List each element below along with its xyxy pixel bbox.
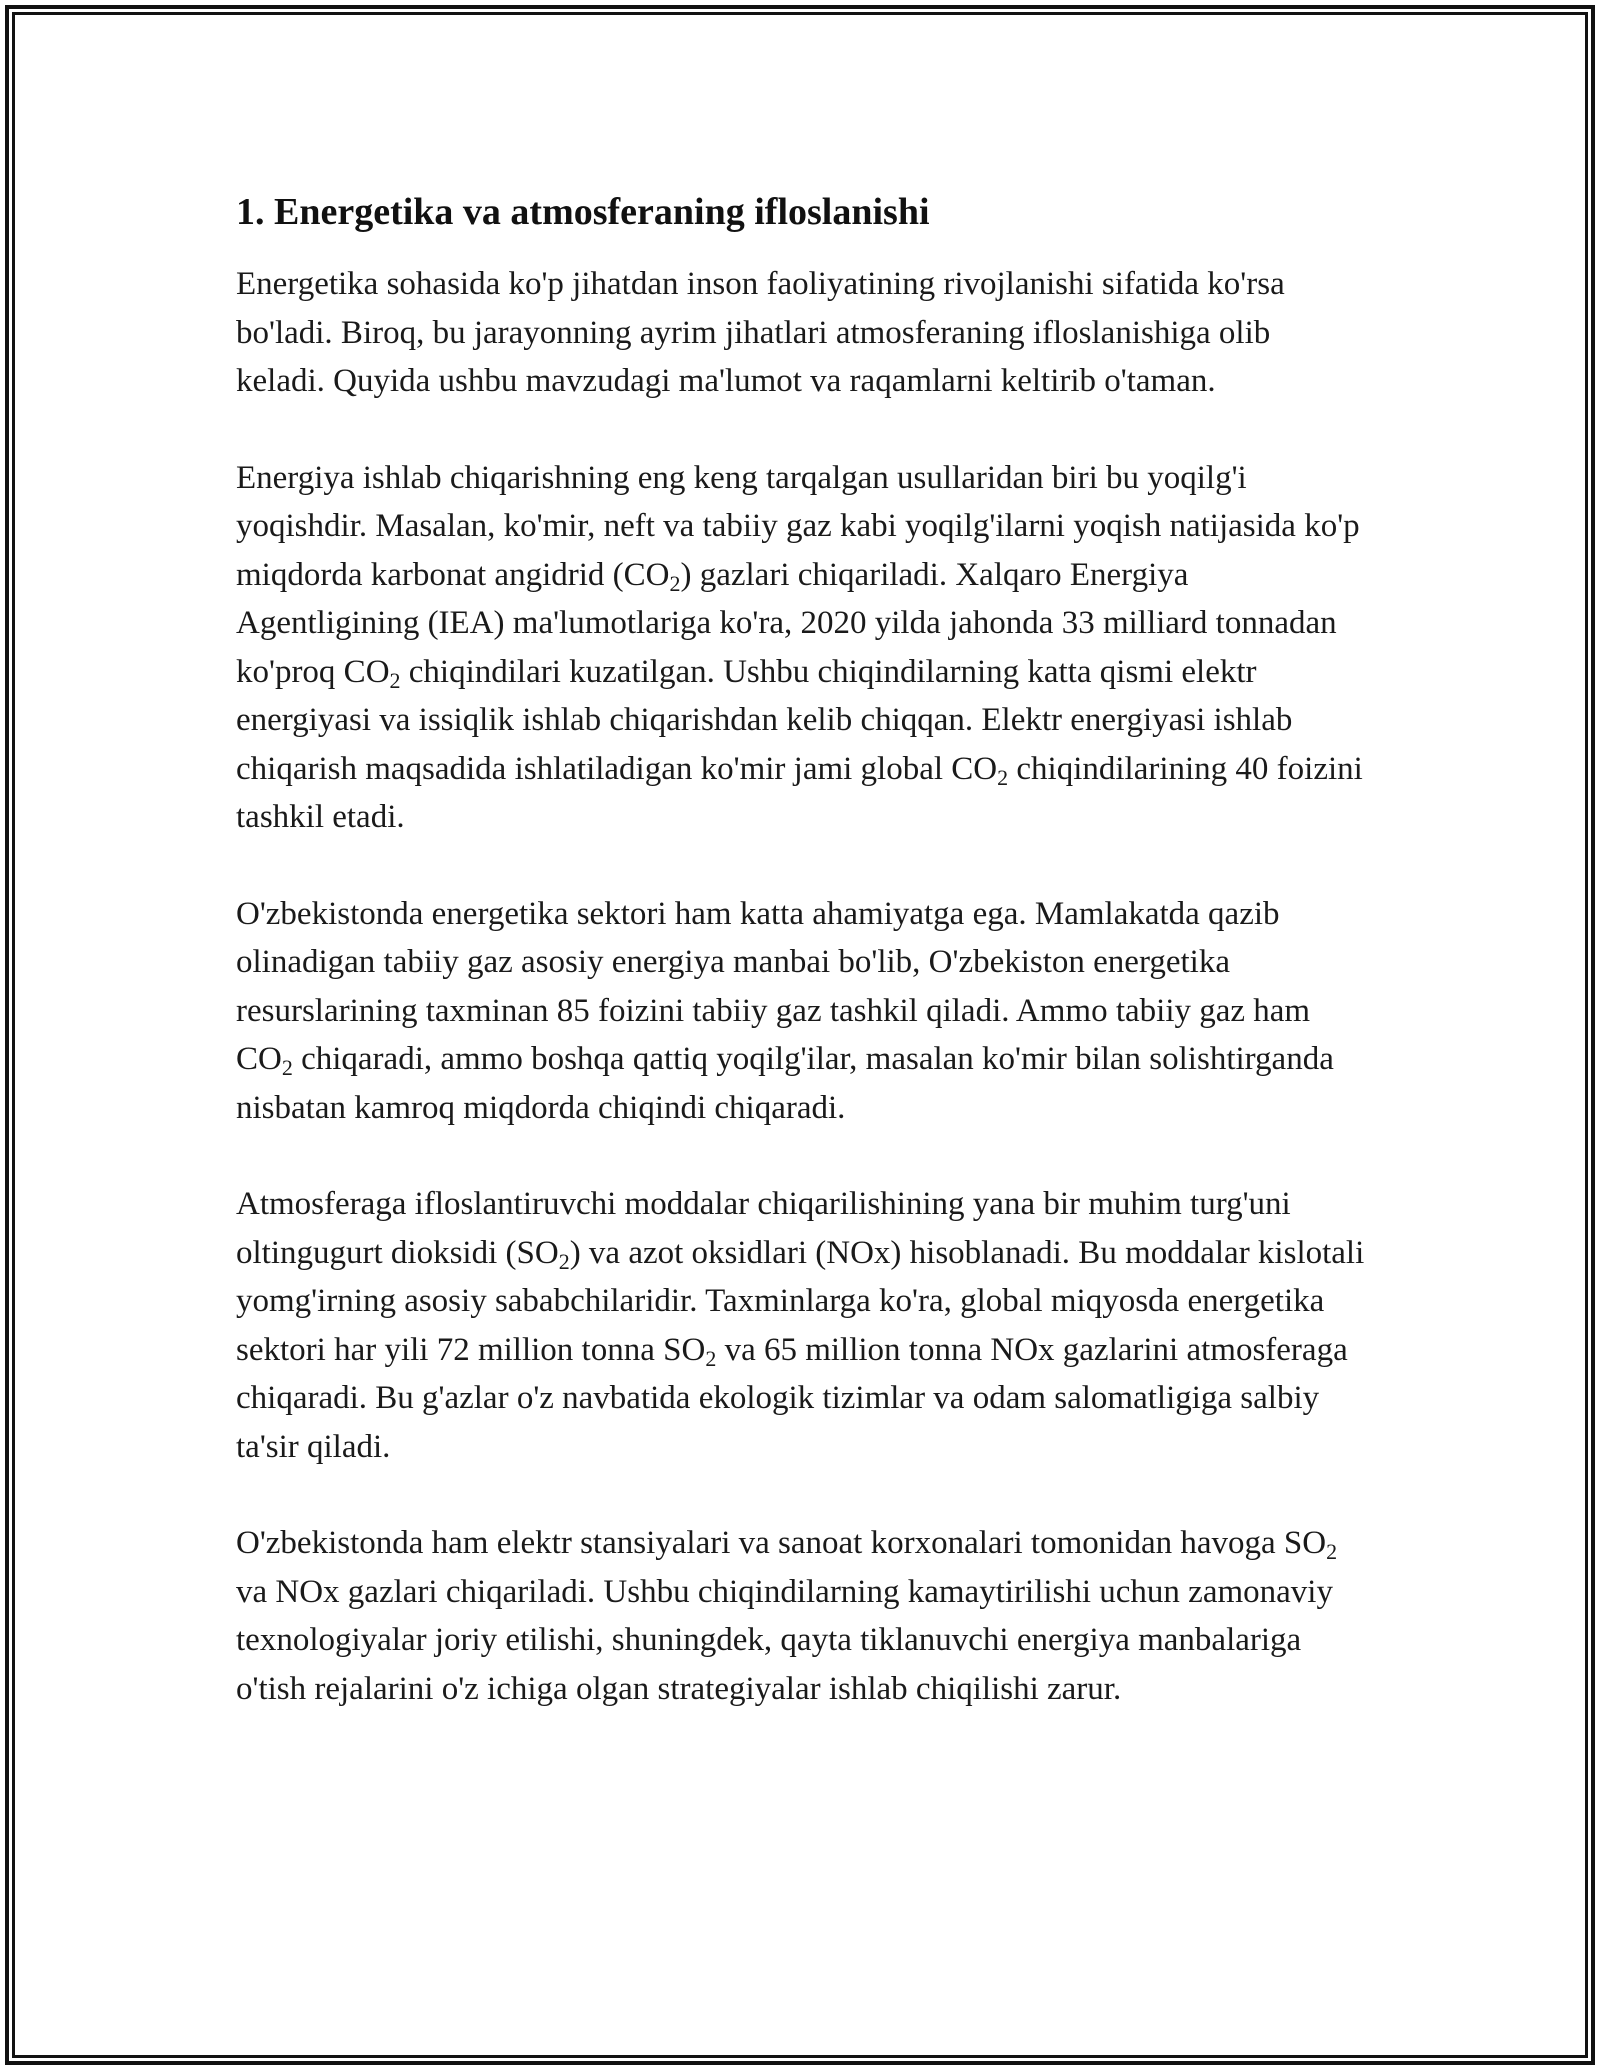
paragraph-uzbekistan-measures: O'zbekistonda ham elektr stansiyalari va sanoat korxonalari tomonidan havoga $SO_2$ va NOx gazlari chiqariladi. Ushbu chiqindilarning kamaytirilishi uchun zamonaviy texnologiyalar joriy etilishi, shuningdek, qayta tiklanuvchi energiya manbalariga o'tish rejalarini o'z ichiga olgan strategiyalar ishlab chiqilishi zarur.: [236, 1525, 1338, 1707]
paragraph-uzbekistan-gas: O'zbekistonda energetika sektori ham katta ahamiyatga ega. Mamlakatda qazib olinadigan tabiiy gaz asosiy energiya manbai bo'lib, O'zbekiston energetika resurslarining taxminan 85 foizini tabiiy gaz tashkil qiladi. Ammo tabiiy gaz ham $CO_2$ chiqaradi, ammo boshqa qattiq yoqilg'ilar, masalan ko'mir bilan solishtirganda nisbatan kamroq miqdorda chiqindi chiqaradi.: [236, 895, 1334, 1126]
paragraph-co2-emissions: Energiya ishlab chiqarishning eng keng tarqalgan usullaridan biri bu yoqilg'i yoqishdir. Masalan, ko'mir, neft va tabiiy gaz kabi yoqilg'ilarni yoqish natijasida ko'p miqdorda karbonat angidrid $(CO_2)$ gazlari chiqariladi. Xalqaro Energiya Agentligining (IEA) ma'lumotlariga ko'ra, 2020 yilda jahonda 33 milliard tonnadan ko'proq $CO_2$ chiqindilari kuzatilgan. Ushbu chiqindilarning katta qismi elektr energiyasi va issiqlik ishlab chiqarishdan kelib chiqqan. Elektr energiyasi ishlab chiqarish maqsadida ishlatiladigan ko'mir jami global $CO_2$ chiqindilarining 40 foizini tashkil etadi.: [236, 459, 1363, 835]
document-body: [236, 186, 1366, 1761]
paragraph-intro: Energetika sohasida ko'p jihatdan inson faoliyatining rivojlanishi sifatida ko'rsa bo'ladi. Biroq, bu jarayonning ayrim jihatlari atmosferaning ifloslanishiga olib keladi. Quyida ushbu mavzudagi ma'lumot va raqamlarni keltirib o'taman.: [236, 266, 1285, 399]
section-heading: 1. Energetika va atmosferaning ifloslanishi: [236, 191, 930, 233]
paragraph-so2-nox: Atmosferaga ifloslantiruvchi moddalar chiqarilishining yana bir muhim turg'uni oltingugurt dioksidi $(SO_2)$ va azot oksidlari (NOx) hisoblanadi. Bu moddalar kislotali yomg'irning asosiy sababchilaridir. Taxminlarga ko'ra, global miqyosda energetika sektori har yili 72 million tonna $SO_2$ va 65 million tonna NOx gazlarini atmosferaga chiqaradi. Bu g'azlar o'z navbatida ekologik tizimlar va odam salomatligiga salbiy ta'sir qiladi.: [236, 1186, 1365, 1465]
